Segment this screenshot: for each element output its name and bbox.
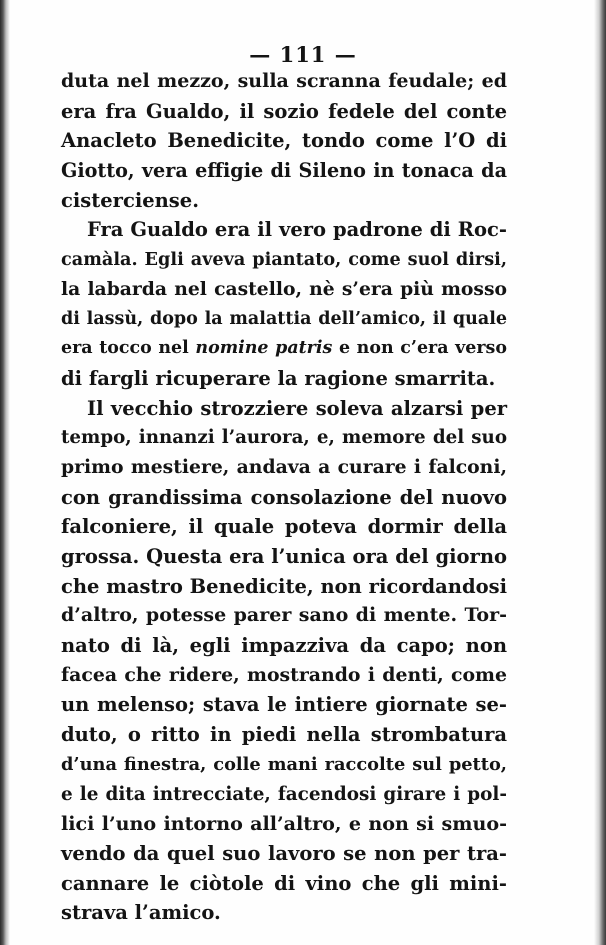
text-line: Fra Gualdo era il vero padrone di Roc- <box>87 218 507 242</box>
text-line: camàla. Egli aveva piantato, come suol dirsi, <box>61 249 507 271</box>
text-line: primo mestiere, andava a curare i falconi, <box>61 455 507 478</box>
text-line: e le dita intrecciate, facendosi girare i pol- <box>61 783 507 805</box>
text-line: strava l’amico. <box>61 901 221 925</box>
text-line: d’altro, potesse parer sano di mente. Tor- <box>61 604 507 627</box>
text-line: d’una finestra, colle mani raccolte sul petto, <box>61 753 507 775</box>
text-line: tempo, innanzi l’aurora, e, memore del suo <box>61 427 507 449</box>
italic-phrase: nomine patris <box>195 338 333 359</box>
text-line: facea che ridere, mostrando i denti, come <box>61 663 507 686</box>
text-line: duto, o ritto in piedi nella strombatura <box>61 723 507 747</box>
text-line-mixed <box>61 334 507 364</box>
page-number-header: — 111 — <box>249 42 357 67</box>
text-line: era fra Gualdo, il sozio fedele del conte <box>61 99 507 123</box>
text-line: duta nel mezzo, sulla scranna feudale; ed <box>61 70 507 92</box>
text-line: la labarda nel castello, nè s’era più mosso <box>61 277 507 300</box>
text-line: con grandissima consolazione del nuovo <box>61 485 507 509</box>
text-line: nato di là, egli impazziva da capo; non <box>61 634 507 658</box>
body-text <box>61 67 507 928</box>
text-line: Il vecchio strozziere soleva alzarsi per <box>87 396 507 420</box>
text-segment: era tocco nel <box>61 338 189 359</box>
text-segment: e non c’era verso <box>338 338 507 359</box>
binding-shadow-right <box>594 0 606 945</box>
text-line: Giotto, vera effigie di Sileno in tonaca da <box>61 159 507 183</box>
text-line: grossa. Questa era l’unica ora del giorno <box>61 545 507 568</box>
binding-shadow-left <box>0 0 10 945</box>
text-line: che mastro Benedicite, non ricordandosi <box>61 574 507 598</box>
text-line: vendo da quel suo lavoro se non per tra- <box>61 841 507 865</box>
text-line: di fargli ricuperare la ragione smarrita. <box>61 366 496 390</box>
text-line: cisterciense. <box>61 188 199 212</box>
text-line: falconiere, il quale poteva dormir della <box>61 515 507 539</box>
text-line: Anacleto Benedicite, tondo come l’O di <box>61 129 507 153</box>
text-line: di lassù, dopo la malattia dell’amico, il quale <box>61 308 507 329</box>
text-line: cannare le ciòtole di vino che gli mini- <box>61 871 507 895</box>
text-line: lici l’uno intorno all’altro, e non si smuo- <box>61 812 507 836</box>
text-line: un melenso; stava le intiere giornate se- <box>61 693 507 717</box>
